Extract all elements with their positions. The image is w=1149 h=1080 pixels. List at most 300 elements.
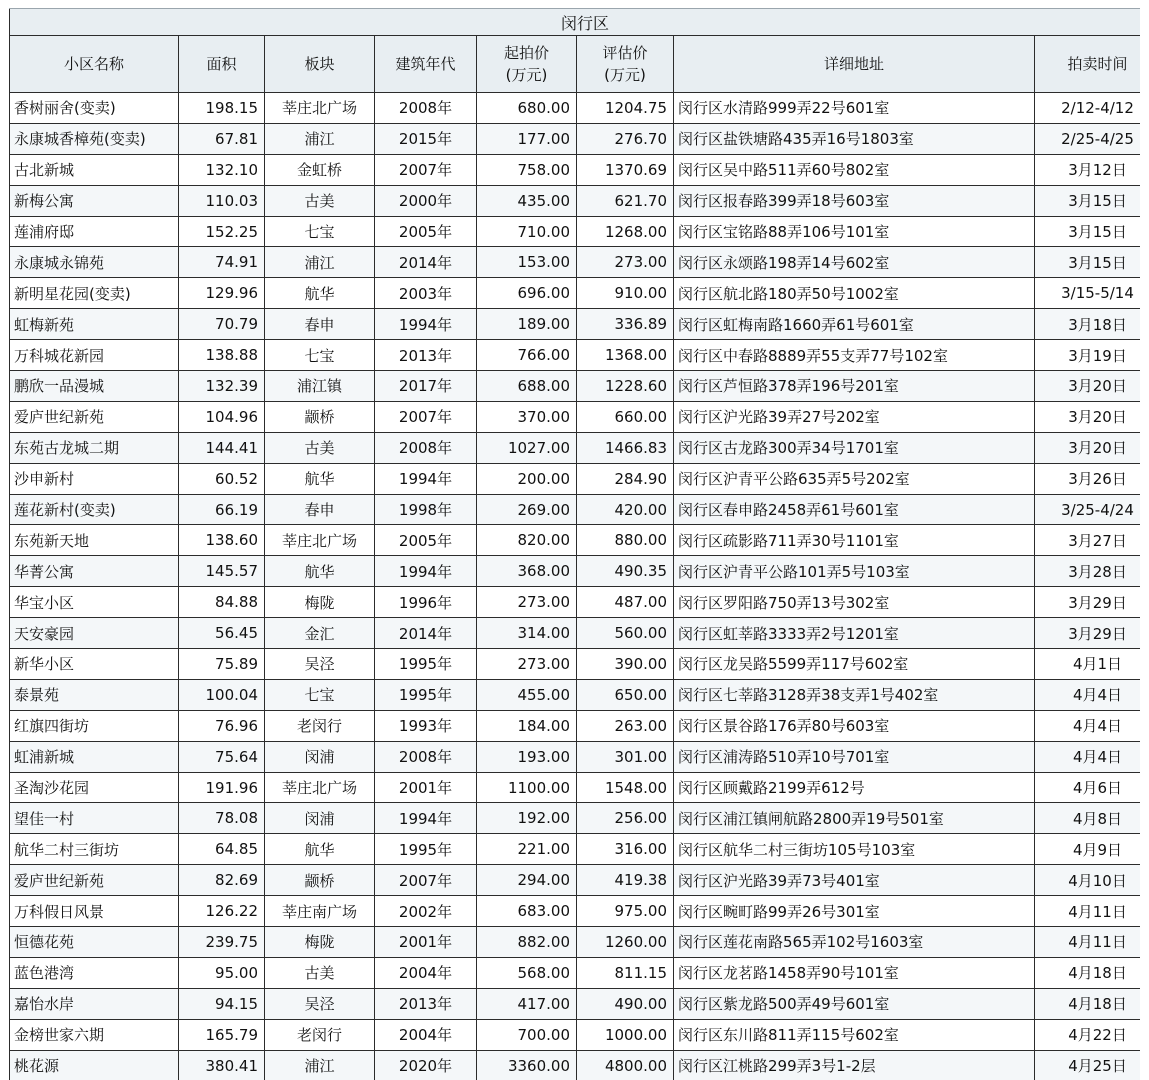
cell-name: 鹏欣一品漫城 xyxy=(10,371,179,402)
cell-start-price: 273.00 xyxy=(477,587,577,618)
cell-year: 2004年 xyxy=(375,957,477,988)
table-row xyxy=(10,865,1141,896)
table-row xyxy=(10,679,1141,710)
cell-eval-price: 419.38 xyxy=(577,865,674,896)
cell-address: 闵行区吴中路511弄60号802室 xyxy=(674,154,1035,185)
table-row xyxy=(10,927,1141,958)
cell-eval-price: 4800.00 xyxy=(577,1050,674,1080)
cell-time: 3月20日 xyxy=(1035,371,1141,402)
cell-block: 七宝 xyxy=(265,340,375,371)
cell-time: 4月11日 xyxy=(1035,896,1141,927)
auction-table xyxy=(9,8,1140,1080)
table-row xyxy=(10,494,1141,525)
cell-address: 闵行区中春路8889弄55支弄77号102室 xyxy=(674,340,1035,371)
cell-start-price: 368.00 xyxy=(477,556,577,587)
table-row xyxy=(10,957,1141,988)
cell-address: 闵行区龙吴路5599弄117号602室 xyxy=(674,649,1035,680)
cell-time: 4月4日 xyxy=(1035,679,1141,710)
cell-block: 莘庄北广场 xyxy=(265,525,375,556)
cell-eval-price: 975.00 xyxy=(577,896,674,927)
cell-time: 4月11日 xyxy=(1035,927,1141,958)
cell-area: 78.08 xyxy=(179,803,265,834)
cell-name: 新明星花园(变卖) xyxy=(10,278,179,309)
cell-eval-price: 420.00 xyxy=(577,494,674,525)
cell-name: 恒德花苑 xyxy=(10,927,179,958)
cell-block: 春申 xyxy=(265,494,375,525)
cell-start-price: 314.00 xyxy=(477,618,577,649)
cell-area: 104.96 xyxy=(179,401,265,432)
cell-name: 金榜世家六期 xyxy=(10,1019,179,1050)
cell-address: 闵行区沪光路39弄27号202室 xyxy=(674,401,1035,432)
header-time: 拍卖时间 xyxy=(1035,36,1141,93)
cell-start-price: 688.00 xyxy=(477,371,577,402)
cell-year: 2007年 xyxy=(375,154,477,185)
table-row xyxy=(10,1050,1141,1080)
header-eval-price-label: 评估价 xyxy=(602,44,648,62)
cell-start-price: 683.00 xyxy=(477,896,577,927)
cell-address: 闵行区浦涛路510弄10号701室 xyxy=(674,741,1035,772)
cell-area: 60.52 xyxy=(179,463,265,494)
cell-address: 闵行区畹町路99弄26号301室 xyxy=(674,896,1035,927)
auction-sheet xyxy=(9,8,1140,1080)
cell-eval-price: 910.00 xyxy=(577,278,674,309)
cell-year: 2013年 xyxy=(375,340,477,371)
cell-start-price: 221.00 xyxy=(477,834,577,865)
cell-area: 138.60 xyxy=(179,525,265,556)
cell-time: 4月1日 xyxy=(1035,649,1141,680)
cell-area: 165.79 xyxy=(179,1019,265,1050)
cell-start-price: 370.00 xyxy=(477,401,577,432)
cell-name: 香树丽舍(变卖) xyxy=(10,93,179,124)
cell-address: 闵行区江桃路299弄3号1-2层 xyxy=(674,1050,1035,1080)
cell-address: 闵行区莲花南路565弄102号1603室 xyxy=(674,927,1035,958)
cell-time: 3月26日 xyxy=(1035,463,1141,494)
cell-time: 3/15-5/14 xyxy=(1035,278,1141,309)
table-row xyxy=(10,340,1141,371)
cell-area: 84.88 xyxy=(179,587,265,618)
cell-eval-price: 560.00 xyxy=(577,618,674,649)
cell-block: 航华 xyxy=(265,834,375,865)
table-row xyxy=(10,587,1141,618)
header-start-price-label: 起拍价 xyxy=(503,44,549,62)
cell-time: 3月27日 xyxy=(1035,525,1141,556)
cell-year: 2001年 xyxy=(375,772,477,803)
cell-time: 3月29日 xyxy=(1035,587,1141,618)
cell-name: 虹梅新苑 xyxy=(10,309,179,340)
cell-start-price: 700.00 xyxy=(477,1019,577,1050)
cell-time: 2/25-4/25 xyxy=(1035,123,1141,154)
cell-area: 95.00 xyxy=(179,957,265,988)
cell-block: 老闵行 xyxy=(265,1019,375,1050)
cell-address: 闵行区浦江镇闸航路2800弄19号501室 xyxy=(674,803,1035,834)
header-year: 建筑年代 xyxy=(375,36,477,93)
cell-name: 永康城永锦苑 xyxy=(10,247,179,278)
cell-block: 闵浦 xyxy=(265,803,375,834)
table-title: 闵行区 xyxy=(10,9,1141,36)
table-row xyxy=(10,93,1141,124)
cell-name: 莲花新村(变卖) xyxy=(10,494,179,525)
cell-start-price: 710.00 xyxy=(477,216,577,247)
cell-year: 2014年 xyxy=(375,618,477,649)
cell-name: 东苑新天地 xyxy=(10,525,179,556)
cell-time: 3/25-4/24 xyxy=(1035,494,1141,525)
cell-time: 3月12日 xyxy=(1035,154,1141,185)
cell-time: 3月18日 xyxy=(1035,309,1141,340)
table-row xyxy=(10,432,1141,463)
cell-time: 3月15日 xyxy=(1035,185,1141,216)
cell-time: 3月20日 xyxy=(1035,432,1141,463)
cell-area: 132.39 xyxy=(179,371,265,402)
cell-address: 闵行区东川路811弄115号602室 xyxy=(674,1019,1035,1050)
cell-eval-price: 490.00 xyxy=(577,988,674,1019)
cell-address: 闵行区顾戴路2199弄612号 xyxy=(674,772,1035,803)
cell-address: 闵行区虹梅南路1660弄61号601室 xyxy=(674,309,1035,340)
cell-block: 航华 xyxy=(265,278,375,309)
cell-address: 闵行区报春路399弄18号603室 xyxy=(674,185,1035,216)
cell-block: 古美 xyxy=(265,432,375,463)
header-eval-price xyxy=(577,36,674,93)
cell-eval-price: 1548.00 xyxy=(577,772,674,803)
cell-area: 76.96 xyxy=(179,710,265,741)
cell-area: 100.04 xyxy=(179,679,265,710)
cell-eval-price: 284.90 xyxy=(577,463,674,494)
cell-start-price: 680.00 xyxy=(477,93,577,124)
cell-name: 红旗四街坊 xyxy=(10,710,179,741)
cell-address: 闵行区古龙路300弄34号1701室 xyxy=(674,432,1035,463)
cell-area: 82.69 xyxy=(179,865,265,896)
cell-time: 2/12-4/12 xyxy=(1035,93,1141,124)
cell-block: 吴泾 xyxy=(265,988,375,1019)
cell-address: 闵行区航华二村三街坊105号103室 xyxy=(674,834,1035,865)
cell-start-price: 417.00 xyxy=(477,988,577,1019)
cell-address: 闵行区盐铁塘路435弄16号1803室 xyxy=(674,123,1035,154)
header-area: 面积 xyxy=(179,36,265,93)
cell-year: 2002年 xyxy=(375,896,477,927)
cell-time: 3月15日 xyxy=(1035,216,1141,247)
cell-name: 蓝色港湾 xyxy=(10,957,179,988)
table-row xyxy=(10,803,1141,834)
table-row xyxy=(10,741,1141,772)
cell-area: 126.22 xyxy=(179,896,265,927)
cell-address: 闵行区水清路999弄22号601室 xyxy=(674,93,1035,124)
header-start-price xyxy=(477,36,577,93)
cell-address: 闵行区芦恒路378弄196号201室 xyxy=(674,371,1035,402)
cell-start-price: 568.00 xyxy=(477,957,577,988)
cell-area: 56.45 xyxy=(179,618,265,649)
table-row xyxy=(10,834,1141,865)
cell-time: 4月4日 xyxy=(1035,710,1141,741)
cell-start-price: 192.00 xyxy=(477,803,577,834)
cell-time: 4月8日 xyxy=(1035,803,1141,834)
cell-year: 2000年 xyxy=(375,185,477,216)
cell-area: 75.89 xyxy=(179,649,265,680)
cell-name: 新梅公寓 xyxy=(10,185,179,216)
cell-area: 110.03 xyxy=(179,185,265,216)
cell-year: 2001年 xyxy=(375,927,477,958)
cell-eval-price: 273.00 xyxy=(577,247,674,278)
cell-block: 浦江镇 xyxy=(265,371,375,402)
cell-area: 152.25 xyxy=(179,216,265,247)
cell-year: 2015年 xyxy=(375,123,477,154)
cell-year: 2005年 xyxy=(375,525,477,556)
cell-area: 74.91 xyxy=(179,247,265,278)
cell-start-price: 273.00 xyxy=(477,649,577,680)
cell-block: 颛桥 xyxy=(265,865,375,896)
cell-name: 圣淘沙花园 xyxy=(10,772,179,803)
cell-name: 嘉怡水岸 xyxy=(10,988,179,1019)
cell-name: 华菁公寓 xyxy=(10,556,179,587)
cell-eval-price: 263.00 xyxy=(577,710,674,741)
cell-time: 4月9日 xyxy=(1035,834,1141,865)
cell-name: 沙申新村 xyxy=(10,463,179,494)
cell-start-price: 1027.00 xyxy=(477,432,577,463)
table-row xyxy=(10,371,1141,402)
cell-area: 239.75 xyxy=(179,927,265,958)
cell-year: 2008年 xyxy=(375,741,477,772)
cell-address: 闵行区春申路2458弄61号601室 xyxy=(674,494,1035,525)
cell-address: 闵行区永颂路198弄14号602室 xyxy=(674,247,1035,278)
cell-block: 莘庄南广场 xyxy=(265,896,375,927)
cell-eval-price: 276.70 xyxy=(577,123,674,154)
cell-area: 191.96 xyxy=(179,772,265,803)
cell-eval-price: 490.35 xyxy=(577,556,674,587)
cell-time: 4月10日 xyxy=(1035,865,1141,896)
cell-name: 爱庐世纪新苑 xyxy=(10,865,179,896)
cell-year: 1994年 xyxy=(375,556,477,587)
cell-area: 75.64 xyxy=(179,741,265,772)
header-start-price-unit: (万元) xyxy=(505,66,548,84)
cell-name: 虹浦新城 xyxy=(10,741,179,772)
cell-name: 华宝小区 xyxy=(10,587,179,618)
cell-year: 2020年 xyxy=(375,1050,477,1080)
cell-name: 爱庐世纪新苑 xyxy=(10,401,179,432)
cell-address: 闵行区宝铭路88弄106号101室 xyxy=(674,216,1035,247)
cell-address: 闵行区沪光路39弄73号401室 xyxy=(674,865,1035,896)
cell-eval-price: 487.00 xyxy=(577,587,674,618)
table-row xyxy=(10,247,1141,278)
cell-name: 古北新城 xyxy=(10,154,179,185)
cell-block: 航华 xyxy=(265,556,375,587)
table-row xyxy=(10,401,1141,432)
cell-year: 1996年 xyxy=(375,587,477,618)
cell-start-price: 820.00 xyxy=(477,525,577,556)
cell-block: 金汇 xyxy=(265,618,375,649)
table-row xyxy=(10,556,1141,587)
cell-block: 老闵行 xyxy=(265,710,375,741)
table-row xyxy=(10,154,1141,185)
cell-name: 莲浦府邸 xyxy=(10,216,179,247)
cell-year: 1993年 xyxy=(375,710,477,741)
table-row xyxy=(10,618,1141,649)
cell-block: 闵浦 xyxy=(265,741,375,772)
cell-eval-price: 1368.00 xyxy=(577,340,674,371)
cell-year: 1994年 xyxy=(375,309,477,340)
cell-area: 380.41 xyxy=(179,1050,265,1080)
cell-eval-price: 621.70 xyxy=(577,185,674,216)
cell-eval-price: 1000.00 xyxy=(577,1019,674,1050)
cell-eval-price: 1204.75 xyxy=(577,93,674,124)
cell-year: 2007年 xyxy=(375,401,477,432)
cell-eval-price: 316.00 xyxy=(577,834,674,865)
cell-time: 3月19日 xyxy=(1035,340,1141,371)
cell-address: 闵行区紫龙路500弄49号601室 xyxy=(674,988,1035,1019)
cell-start-price: 696.00 xyxy=(477,278,577,309)
table-row xyxy=(10,278,1141,309)
cell-time: 4月25日 xyxy=(1035,1050,1141,1080)
cell-area: 132.10 xyxy=(179,154,265,185)
cell-block: 浦江 xyxy=(265,123,375,154)
cell-area: 64.85 xyxy=(179,834,265,865)
cell-eval-price: 880.00 xyxy=(577,525,674,556)
cell-eval-price: 301.00 xyxy=(577,741,674,772)
cell-start-price: 294.00 xyxy=(477,865,577,896)
cell-area: 94.15 xyxy=(179,988,265,1019)
cell-year: 2003年 xyxy=(375,278,477,309)
cell-start-price: 189.00 xyxy=(477,309,577,340)
cell-name: 桃花源 xyxy=(10,1050,179,1080)
header-block: 板块 xyxy=(265,36,375,93)
cell-eval-price: 390.00 xyxy=(577,649,674,680)
cell-name: 东苑古龙城二期 xyxy=(10,432,179,463)
table-row xyxy=(10,710,1141,741)
cell-area: 144.41 xyxy=(179,432,265,463)
cell-eval-price: 650.00 xyxy=(577,679,674,710)
cell-start-price: 1100.00 xyxy=(477,772,577,803)
cell-time: 3月20日 xyxy=(1035,401,1141,432)
cell-address: 闵行区七莘路3128弄38支弄1号402室 xyxy=(674,679,1035,710)
cell-name: 望佳一村 xyxy=(10,803,179,834)
cell-time: 4月22日 xyxy=(1035,1019,1141,1050)
cell-name: 航华二村三街坊 xyxy=(10,834,179,865)
cell-block: 古美 xyxy=(265,957,375,988)
cell-start-price: 3360.00 xyxy=(477,1050,577,1080)
cell-year: 2013年 xyxy=(375,988,477,1019)
table-row xyxy=(10,216,1141,247)
table-row xyxy=(10,649,1141,680)
cell-time: 4月4日 xyxy=(1035,741,1141,772)
cell-start-price: 758.00 xyxy=(477,154,577,185)
cell-start-price: 153.00 xyxy=(477,247,577,278)
table-row xyxy=(10,309,1141,340)
cell-eval-price: 1466.83 xyxy=(577,432,674,463)
cell-eval-price: 811.15 xyxy=(577,957,674,988)
cell-address: 闵行区龙茗路1458弄90号101室 xyxy=(674,957,1035,988)
cell-block: 莘庄北广场 xyxy=(265,93,375,124)
cell-start-price: 200.00 xyxy=(477,463,577,494)
cell-year: 2008年 xyxy=(375,432,477,463)
cell-block: 梅陇 xyxy=(265,587,375,618)
cell-year: 1998年 xyxy=(375,494,477,525)
cell-address: 闵行区罗阳路750弄13号302室 xyxy=(674,587,1035,618)
cell-time: 3月15日 xyxy=(1035,247,1141,278)
cell-block: 浦江 xyxy=(265,1050,375,1080)
cell-start-price: 882.00 xyxy=(477,927,577,958)
cell-area: 198.15 xyxy=(179,93,265,124)
cell-name: 万科假日风景 xyxy=(10,896,179,927)
cell-time: 4月18日 xyxy=(1035,988,1141,1019)
cell-address: 闵行区航北路180弄50号1002室 xyxy=(674,278,1035,309)
table-row xyxy=(10,988,1141,1019)
table-row xyxy=(10,525,1141,556)
cell-eval-price: 336.89 xyxy=(577,309,674,340)
cell-block: 吴泾 xyxy=(265,649,375,680)
cell-year: 1995年 xyxy=(375,834,477,865)
cell-address: 闵行区景谷路176弄80号603室 xyxy=(674,710,1035,741)
cell-start-price: 435.00 xyxy=(477,185,577,216)
table-row xyxy=(10,1019,1141,1050)
cell-eval-price: 1260.00 xyxy=(577,927,674,958)
cell-year: 1994年 xyxy=(375,803,477,834)
cell-year: 2007年 xyxy=(375,865,477,896)
cell-block: 七宝 xyxy=(265,679,375,710)
table-row xyxy=(10,185,1141,216)
table-row xyxy=(10,463,1141,494)
cell-area: 138.88 xyxy=(179,340,265,371)
cell-eval-price: 660.00 xyxy=(577,401,674,432)
cell-time: 4月18日 xyxy=(1035,957,1141,988)
cell-block: 颛桥 xyxy=(265,401,375,432)
cell-year: 1995年 xyxy=(375,679,477,710)
cell-name: 泰景苑 xyxy=(10,679,179,710)
cell-eval-price: 1268.00 xyxy=(577,216,674,247)
cell-start-price: 184.00 xyxy=(477,710,577,741)
cell-time: 4月6日 xyxy=(1035,772,1141,803)
cell-address: 闵行区沪青平公路635弄5号202室 xyxy=(674,463,1035,494)
cell-area: 129.96 xyxy=(179,278,265,309)
cell-name: 万科城花新园 xyxy=(10,340,179,371)
cell-area: 70.79 xyxy=(179,309,265,340)
cell-year: 1995年 xyxy=(375,649,477,680)
cell-eval-price: 256.00 xyxy=(577,803,674,834)
cell-block: 莘庄北广场 xyxy=(265,772,375,803)
cell-block: 古美 xyxy=(265,185,375,216)
cell-start-price: 269.00 xyxy=(477,494,577,525)
cell-start-price: 193.00 xyxy=(477,741,577,772)
cell-start-price: 177.00 xyxy=(477,123,577,154)
cell-name: 永康城香樟苑(变卖) xyxy=(10,123,179,154)
cell-start-price: 766.00 xyxy=(477,340,577,371)
header-eval-price-unit: (万元) xyxy=(604,66,646,84)
cell-year: 2014年 xyxy=(375,247,477,278)
cell-eval-price: 1370.69 xyxy=(577,154,674,185)
cell-time: 3月29日 xyxy=(1035,618,1141,649)
header-address: 详细地址 xyxy=(674,36,1035,93)
cell-eval-price: 1228.60 xyxy=(577,371,674,402)
table-row xyxy=(10,772,1141,803)
cell-year: 2017年 xyxy=(375,371,477,402)
cell-year: 2005年 xyxy=(375,216,477,247)
cell-address: 闵行区沪青平公路101弄5号103室 xyxy=(674,556,1035,587)
cell-block: 浦江 xyxy=(265,247,375,278)
cell-name: 天安豪园 xyxy=(10,618,179,649)
table-row xyxy=(10,123,1141,154)
cell-year: 1994年 xyxy=(375,463,477,494)
cell-area: 67.81 xyxy=(179,123,265,154)
cell-block: 七宝 xyxy=(265,216,375,247)
cell-block: 金虹桥 xyxy=(265,154,375,185)
cell-block: 梅陇 xyxy=(265,927,375,958)
header-row xyxy=(10,36,1141,93)
cell-time: 3月28日 xyxy=(1035,556,1141,587)
cell-block: 航华 xyxy=(265,463,375,494)
header-name: 小区名称 xyxy=(10,36,179,93)
cell-address: 闵行区虹莘路3333弄2号1201室 xyxy=(674,618,1035,649)
cell-year: 2004年 xyxy=(375,1019,477,1050)
table-row xyxy=(10,896,1141,927)
cell-year: 2008年 xyxy=(375,93,477,124)
cell-area: 66.19 xyxy=(179,494,265,525)
cell-start-price: 455.00 xyxy=(477,679,577,710)
